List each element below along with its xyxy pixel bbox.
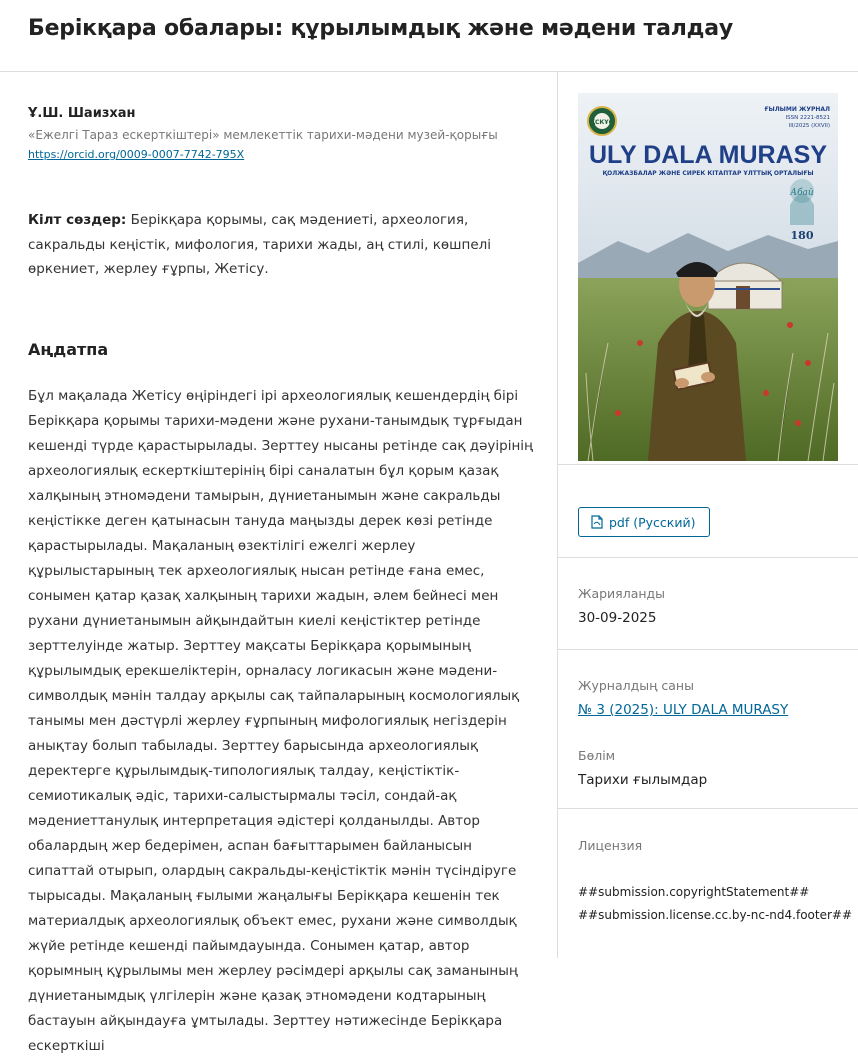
- page-title: Берікқара обалары: құрылымдық және мәдени талдау: [28, 16, 734, 41]
- svg-text:III/2025 (XXVII): III/2025 (XXVII): [788, 123, 830, 129]
- sidebar-divider: [558, 464, 858, 465]
- svg-text:ҚОЛЖАЗБАЛАР ЖӘНЕ СИРЕК КІТАПТА: ҚОЛЖАЗБАЛАР ЖӘНЕ СИРЕК КІТАПТАР ҰЛТТЫҚ ОРТАЛЫҒЫ: [602, 170, 814, 177]
- keywords-label: Кілт сөздер:: [28, 212, 127, 228]
- svg-text:ULY DALA MURASY: ULY DALA MURASY: [589, 141, 827, 169]
- section-label: Бөлім: [578, 748, 616, 763]
- published-date: 30-09-2025: [578, 610, 657, 626]
- license-footer-line: ##submission.license.cc.by-nc-nd4.footer##: [578, 908, 853, 922]
- svg-text:ISSN 2221-8521: ISSN 2221-8521: [785, 115, 830, 121]
- journal-cover-image[interactable]: [578, 93, 838, 461]
- abai-180-badge: [789, 179, 814, 242]
- svg-text:180: 180: [790, 229, 814, 242]
- journal-logo-seal: [588, 107, 616, 135]
- published-label: Жарияланды: [578, 586, 666, 601]
- abstract-text: Бұл мақалада Жетісу өңіріндегі ірі археологиялық кешендердің бірі Берікқара қорымы тарихи-мәдени және рухани-танымдық тұрғыдан кешенді түрде қарастырылады. Зерттеу нысаны ретінде сақ дәуірінің археологиялық ескерткіштерінің бірі саналатын бұл қорым қазақ халқының этномәдени тамырын, дүниетанымын және сакральды кеңістікке деген қатынасын тануда маңызды дерек көзі ретінде қарастырылады. Мақаланың өзектілігі ежелгі жерлеу құрылыстарының тек археологиялық нысан ретінде ғана емес, сонымен қатар қазақ халқының тарихи жадын, әлем бейнесі мен рухани дүниетанымын айқындайтын киелі кеңістіктер ретінде зерттелуінде жатыр. Зерттеу мақсаты Берікқара қорымының құрылымдық ерекшеліктерін, орналасу логикасын және мәдени-символдық мәнін талдау арқылы сақ тайпаларының космологиялық танымы мен дәстүрлі жерлеу ғұрпының мифологиялық негіздерін анықтау болып табылады. Зерттеу барысында археологиялық деректерге құрылымдық-типологиялық талдау, кеңістіктік-семиотикалық әдіс, тарихи-салыстырмалы тәсіл, сондай-ақ мәдениеттанулық интерпретация әдістері қолданылды. Автор обалардың жер бедерімен, аспан бағыттарымен байланысын сипаттай отырып, олардың сакральды-кеңістіктік мәнін түсіндіруге тырысады. Мақаланың ғылыми жаңалығы Берікқара кешенін тек материалдық археологиялық объект емес, рухани және символдық жүйе ретінде кешенді пайымдауында. Сонымен қатар, автор қорымның құрылымы мен жерлеу рәсімдері арқылы сақ заманының дүниетанымдық үлгілерін және қазақ этномәдени кодтарының бастауын айқындауға ұмтылады. Зерттеу нәтижесінде Берікқара ескерткіші: [28, 388, 533, 1054]
- orcid-link[interactable]: https://orcid.org/0009-0007-7742-795X: [28, 148, 245, 161]
- author-name: Ұ.Ш. Шаизхан: [28, 106, 136, 121]
- sidebar-divider: [558, 808, 858, 809]
- svg-text:Абай: Абай: [790, 188, 814, 198]
- issue-link[interactable]: № 3 (2025): ULY DALA MURASY: [578, 702, 789, 718]
- license-copyright-line: ##submission.copyrightStatement##: [578, 885, 810, 899]
- file-pdf-icon: [591, 515, 603, 529]
- sidebar-divider: [558, 557, 858, 558]
- pdf-download-button[interactable]: [578, 507, 710, 537]
- issue-label: Журналдың саны: [578, 678, 694, 693]
- abstract-heading: Аңдатпа: [28, 340, 109, 359]
- pdf-button-label: pdf (Русский): [609, 514, 696, 530]
- keywords-text: Берікқара қорымы, сақ мәдениеті, археология, сакральды кеңістік, мифология, тарихи жады, аң стилі, көшпелі өркениет, жерлеу ғұрпы, Жетісу.: [28, 212, 492, 277]
- keywords-block: [28, 208, 533, 282]
- page-header: [0, 0, 858, 72]
- article-layout: [0, 72, 858, 1054]
- section-value: Тарихи ғылымдар: [578, 772, 708, 788]
- sidebar-divider: [558, 649, 858, 650]
- svg-text:ҒЫЛЫМИ ЖУРНАЛ: ҒЫЛЫМИ ЖУРНАЛ: [764, 106, 830, 113]
- svg-text:ҚСКҰО: ҚСКҰО: [590, 119, 614, 126]
- author-affiliation: «Ежелгі Тараз ескерткіштері» мемлекеттік тарихи-мәдени музей-қорығы: [28, 128, 498, 142]
- column-divider: [557, 72, 558, 958]
- license-label: Лицензия: [578, 838, 643, 853]
